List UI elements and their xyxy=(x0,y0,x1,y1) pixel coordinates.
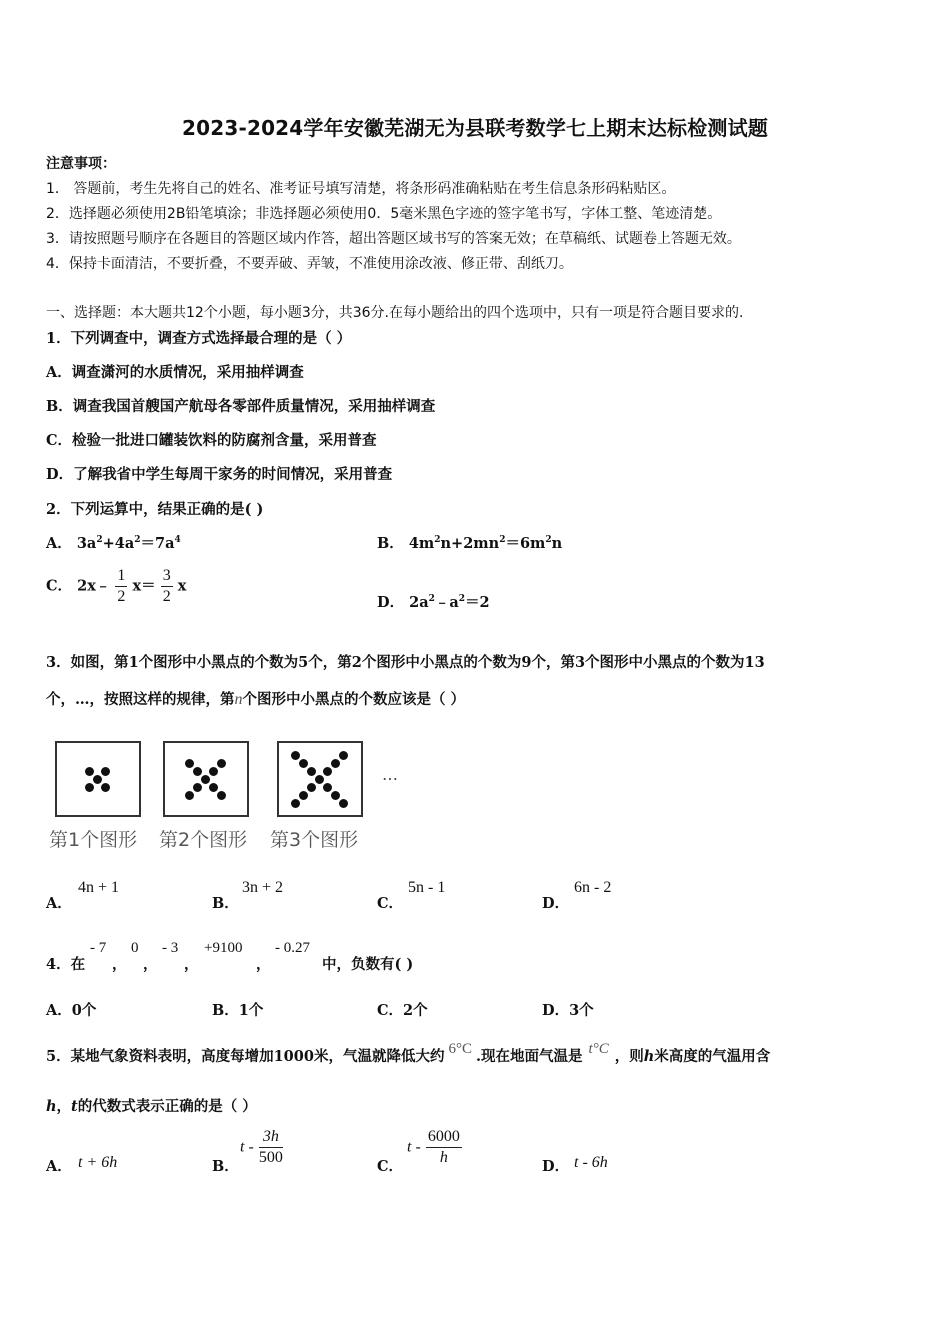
q4-option-a: A．0个 xyxy=(46,1002,97,1019)
q5-option-a-expr: t + 6h xyxy=(78,1154,118,1171)
q4-separator: ， xyxy=(184,956,199,973)
q4-number: +9100 xyxy=(204,940,243,956)
question-2-stem: 2．下列运算中，结果正确的是( ) xyxy=(46,501,264,518)
q3-option-d: D． xyxy=(542,895,570,912)
q1-option-c: C．检验一批进口罐装饮料的防腐剂含量，采用普查 xyxy=(46,432,377,449)
notice-item: 2．选择题必须使用2B铅笔填涂；非选择题必须使用0．5毫米黑色字迹的签字笔书写，字体工整、笔迹清楚。 xyxy=(46,206,722,222)
question-3-stem-line1: 3．如图，第1个图形中小黑点的个数为5个，第2个图形中小黑点的个数为9个，第3个图形中小黑点的个数为13 xyxy=(46,654,765,671)
q5-option-a: A． xyxy=(46,1158,72,1175)
notice-item: 4．保持卡面清洁，不要折叠，不要弄破、弄皱，不准使用涂改液、修正带、刮纸刀。 xyxy=(46,256,573,272)
q3-option-a-expr: 4n + 1 xyxy=(78,879,120,896)
q4-option-d: D．3个 xyxy=(542,1002,594,1019)
q4-number: - 3 xyxy=(162,940,179,956)
q5-option-d: D． xyxy=(542,1158,570,1175)
question-3-stem-line2: 个，…，按照这样的规律，第n个图形中小黑点的个数应该是（ ） xyxy=(46,691,466,708)
figure-ellipsis: … xyxy=(382,765,398,784)
question-1-stem: 1．下列调查中，调查方式选择最合理的是（ ） xyxy=(46,330,352,347)
q5-option-b: B． xyxy=(212,1158,239,1175)
q4-separator: ， xyxy=(256,956,271,973)
q5-option-d-expr: t - 6h xyxy=(574,1154,608,1171)
q3-option-b: B． xyxy=(212,895,239,912)
q4-option-c: C．2个 xyxy=(377,1002,428,1019)
figure-1 xyxy=(55,741,141,817)
q3-option-c-expr: 5n - 1 xyxy=(408,879,446,896)
q4-number: - 7 xyxy=(90,940,107,956)
q4-option-b: B．1个 xyxy=(212,1002,264,1019)
q5-option-c-expr: t - $\frac{6000}{h}$ xyxy=(407,1128,460,1166)
q4-separator: ， xyxy=(143,956,158,973)
q2-option-a: A． $3a^2+4a^2=7a^4$ xyxy=(46,535,181,552)
notice-item: 1． 答题前，考生先将自己的姓名、准考证号填写清楚，将条形码准确粘贴在考生信息条形码粘贴区。 xyxy=(46,181,676,197)
q2-option-d: D． $2a^2﹣a^2=2$ xyxy=(377,594,490,611)
figure-caption: 第1个图形 xyxy=(49,829,138,851)
q1-option-b: B．调查我国首艘国产航母各零部件质量情况，采用抽样调查 xyxy=(46,398,436,415)
q1-option-d: D．了解我省中学生每周干家务的时间情况，采用普查 xyxy=(46,466,393,483)
question-4-suffix: 中，负数有( ) xyxy=(322,956,414,973)
question-5-line1: 5．某地气象资料表明，高度每增加1000米，气温就降低大约 6°C .现在地面气温是 t°C ，则h米高度的气温用含 xyxy=(46,1041,771,1065)
notice-heading: 注意事项： xyxy=(46,156,116,172)
section-heading: 一、选择题：本大题共12个小题，每小题3分，共36分.在每小题给出的四个选项中，只有一项是符合题目要求的. xyxy=(46,305,744,321)
q3-option-c: C． xyxy=(377,895,404,912)
figure-caption: 第3个图形 xyxy=(270,829,359,851)
figure-2 xyxy=(163,741,249,817)
question-4-prefix: 4．在 xyxy=(46,956,86,973)
q2-option-c: C． 2x﹣ $\frac{1}{2}$ x＝ $\frac{3}{2}$ x xyxy=(46,567,187,605)
q4-number: 0 xyxy=(131,940,139,956)
figure-caption: 第2个图形 xyxy=(159,829,248,851)
q1-option-a: A．调查潇河的水质情况，采用抽样调查 xyxy=(46,364,304,381)
figure-3 xyxy=(277,741,363,817)
q2-option-b: B． $4m^2n+2mn^2=6m^2n$ xyxy=(377,535,563,552)
q5-option-b-expr: t - $\frac{3h}{500}$ xyxy=(240,1128,283,1166)
q5-option-c: C． xyxy=(377,1158,404,1175)
q4-number: - 0.27 xyxy=(275,940,310,956)
q3-option-b-expr: 3n + 2 xyxy=(242,879,284,896)
q4-separator: ， xyxy=(112,956,127,973)
q3-option-a: A． xyxy=(46,895,72,912)
page-title: 2023-2024学年安徽芜湖无为县联考数学七上期末达标检测试题 xyxy=(181,116,769,140)
notice-item: 3．请按照题号顺序在各题目的答题区域内作答，超出答题区域书写的答案无效；在草稿纸、试题卷上答题无效。 xyxy=(46,231,741,247)
question-5-line2: h，t的代数式表示正确的是（ ） xyxy=(46,1098,257,1115)
q3-option-d-expr: 6n - 2 xyxy=(574,879,612,896)
